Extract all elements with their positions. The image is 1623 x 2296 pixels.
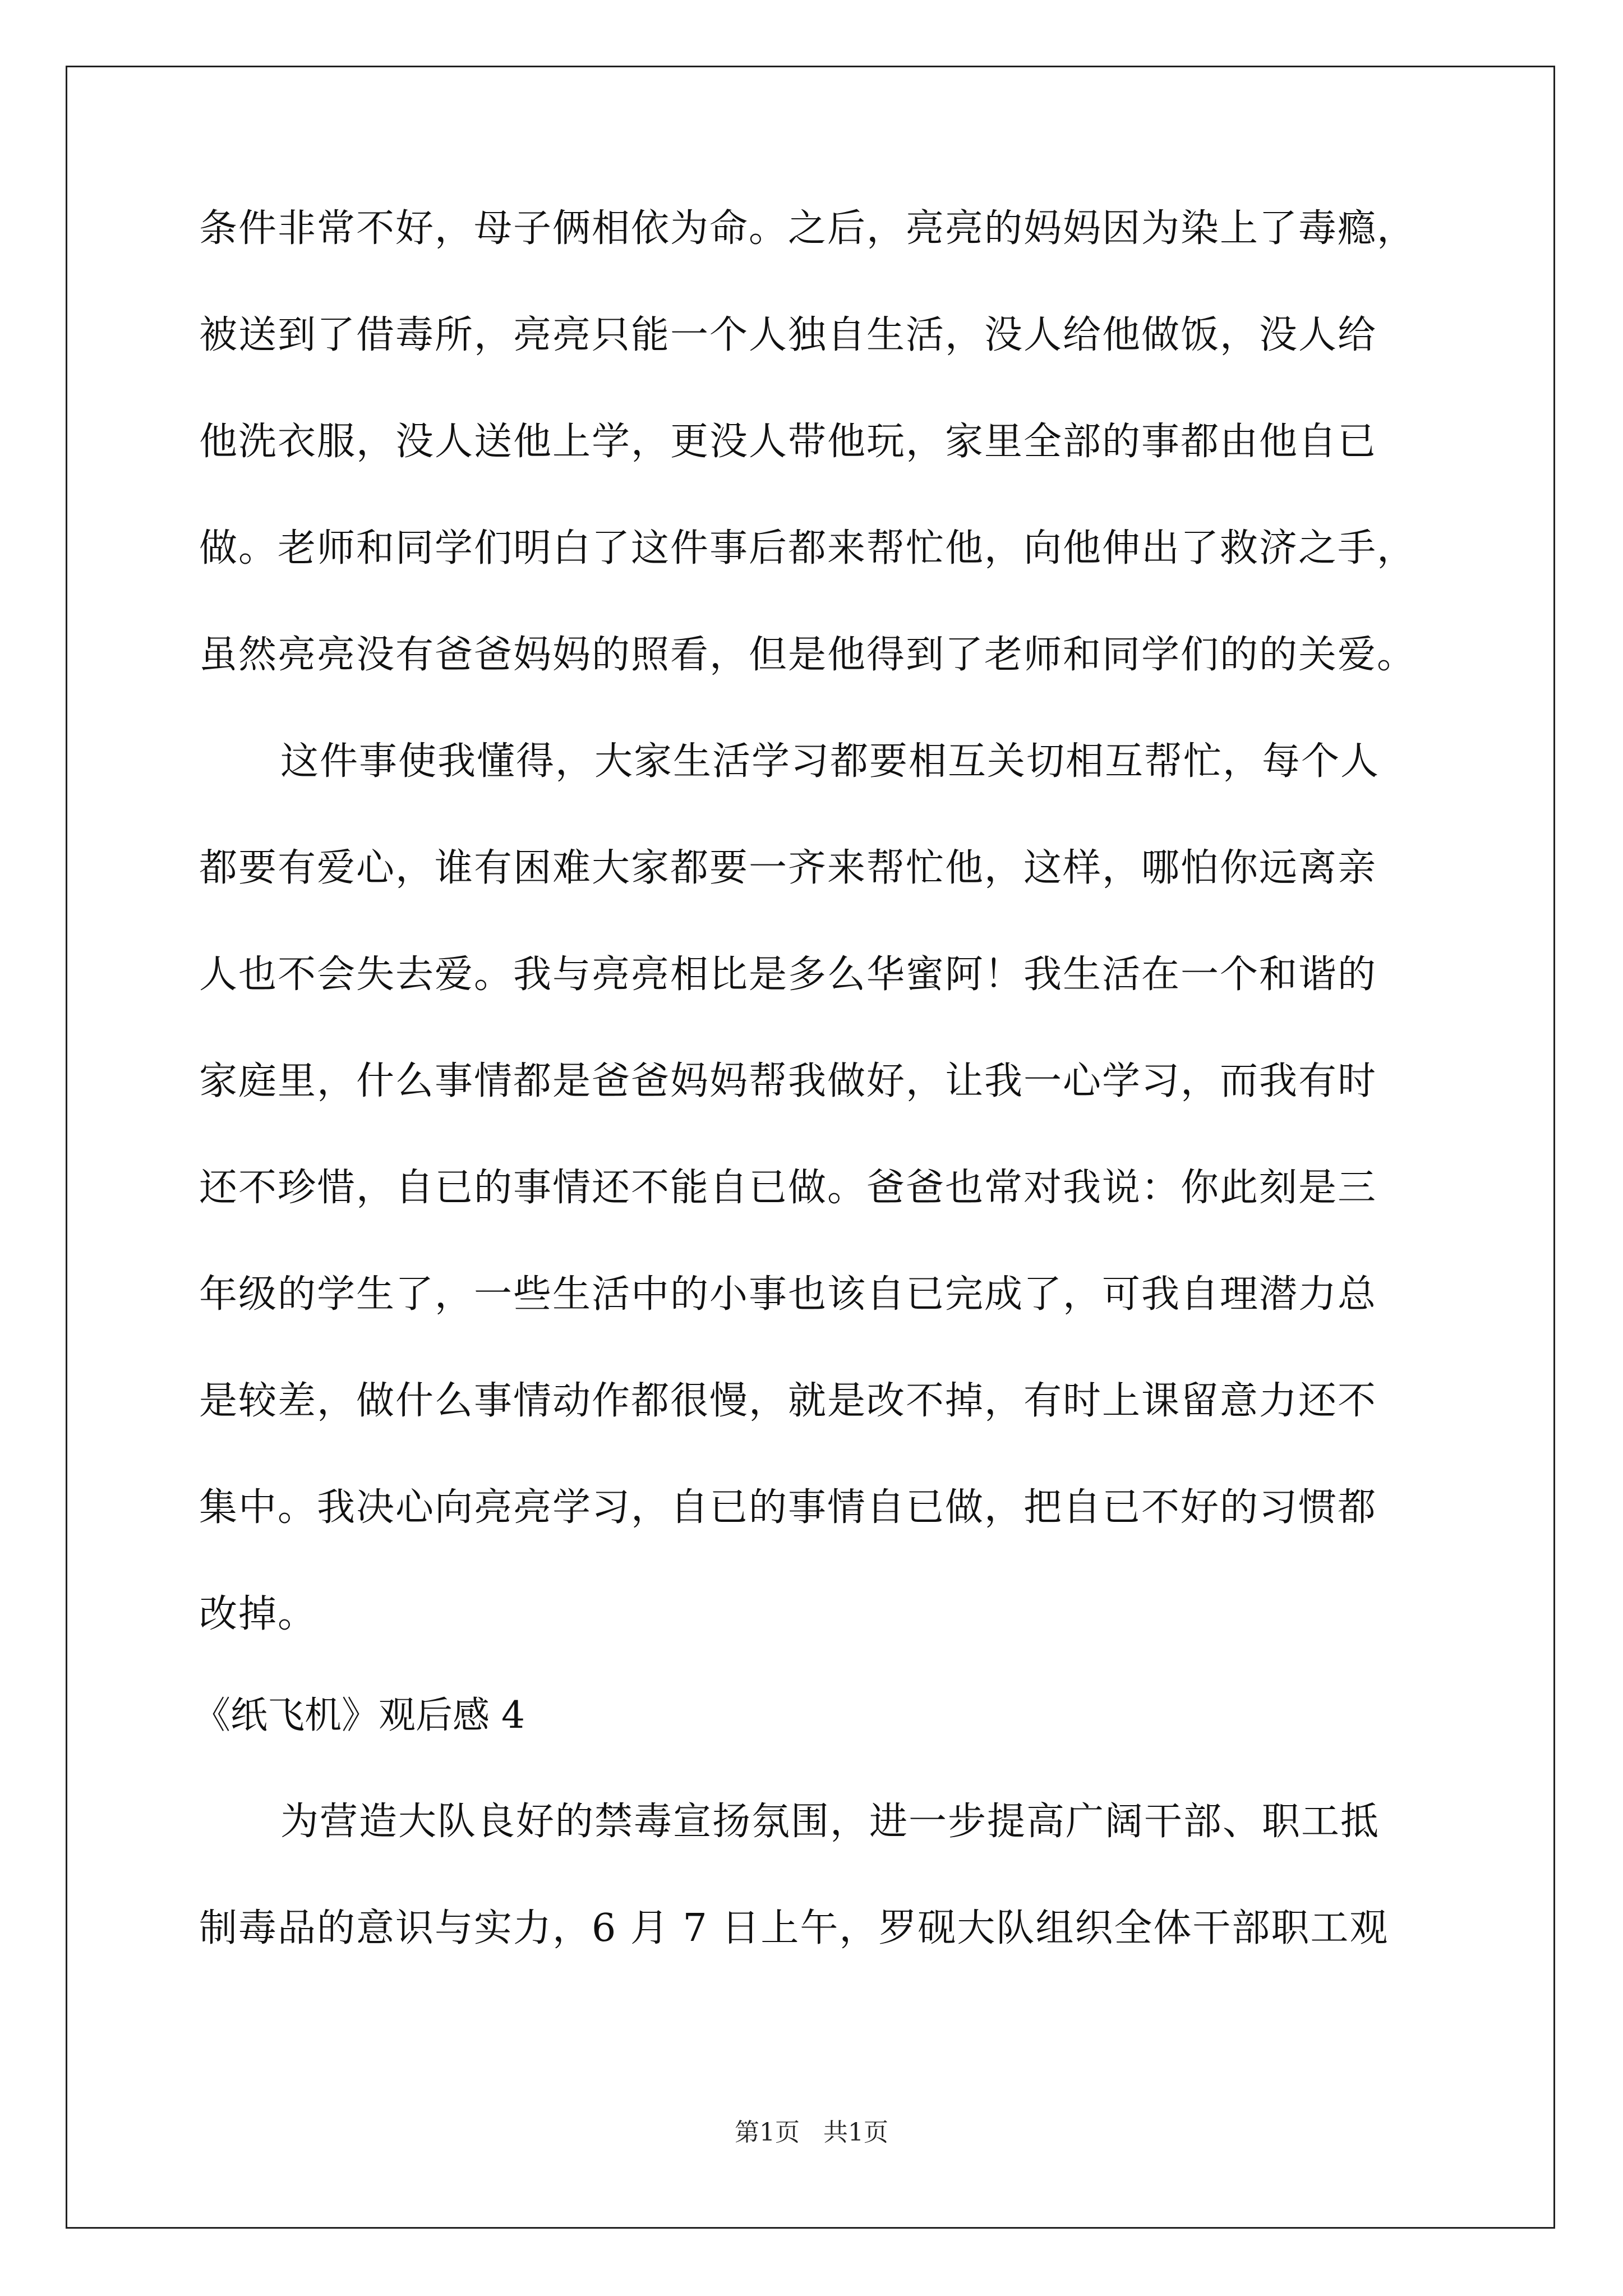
paragraph-line: 还不珍惜，自已的事情还不能自已做。爸爸也常对我说：你此刻是三 [199, 1166, 1377, 1210]
page-number-footer: 第1页 共1页 [735, 2118, 888, 2147]
paragraph-line: 他洗衣服，没人送他上学，更没人带他玩，家里全部的事都由他自已 [199, 420, 1377, 464]
section-heading: 《纸飞机》观后感 4 [193, 1694, 525, 1737]
paragraph-line: 为营造大队良好的禁毒宣扬氛围，进一步提高广阔干部、职工抵 [280, 1800, 1380, 1844]
paragraph-line: 虽然亮亮没有爸爸妈妈的照看，但是他得到了老师和同学们的的关爱。 [199, 633, 1417, 677]
paragraph-line: 都要有爱心，谁有困难大家都要一齐来帮忙他，这样，哪怕你远离亲 [199, 846, 1377, 890]
paragraph-line: 人也不会失去爱。我与亮亮相比是多么华蜜阿！我生活在一个和谐的 [199, 953, 1377, 997]
paragraph-line: 改掉。 [199, 1592, 317, 1636]
paragraph-line: 条件非常不好，母子俩相依为命。之后，亮亮的妈妈因为染上了毒瘾， [199, 206, 1417, 251]
paragraph-line: 集中。我决心向亮亮学习，自已的事情自已做，把自已不好的习惯都 [199, 1485, 1377, 1530]
paragraph-line: 制毒品的意识与实力，6 月 7 日上午，罗砚大队组织全体干部职工观 [199, 1906, 1389, 1950]
paragraph-line: 被送到了借毒所，亮亮只能一个人独自生活，没人给他做饭，没人给 [199, 313, 1377, 357]
paragraph-line: 是较差，做什么事情动作都很慢，就是改不掉，有时上课留意力还不 [199, 1379, 1377, 1423]
paragraph-line: 做。老师和同学们明白了这件事后都来帮忙他，向他伸出了救济之手， [199, 526, 1417, 570]
paragraph-line: 家庭里，什么事情都是爸爸妈妈帮我做好，让我一心学习，而我有时 [199, 1059, 1377, 1103]
paragraph-line: 这件事使我懂得，大家生活学习都要相互关切相互帮忙，每个人 [280, 739, 1380, 784]
paragraph-line: 年级的学生了，一些生活中的小事也该自已完成了，可我自理潜力总 [199, 1272, 1377, 1317]
